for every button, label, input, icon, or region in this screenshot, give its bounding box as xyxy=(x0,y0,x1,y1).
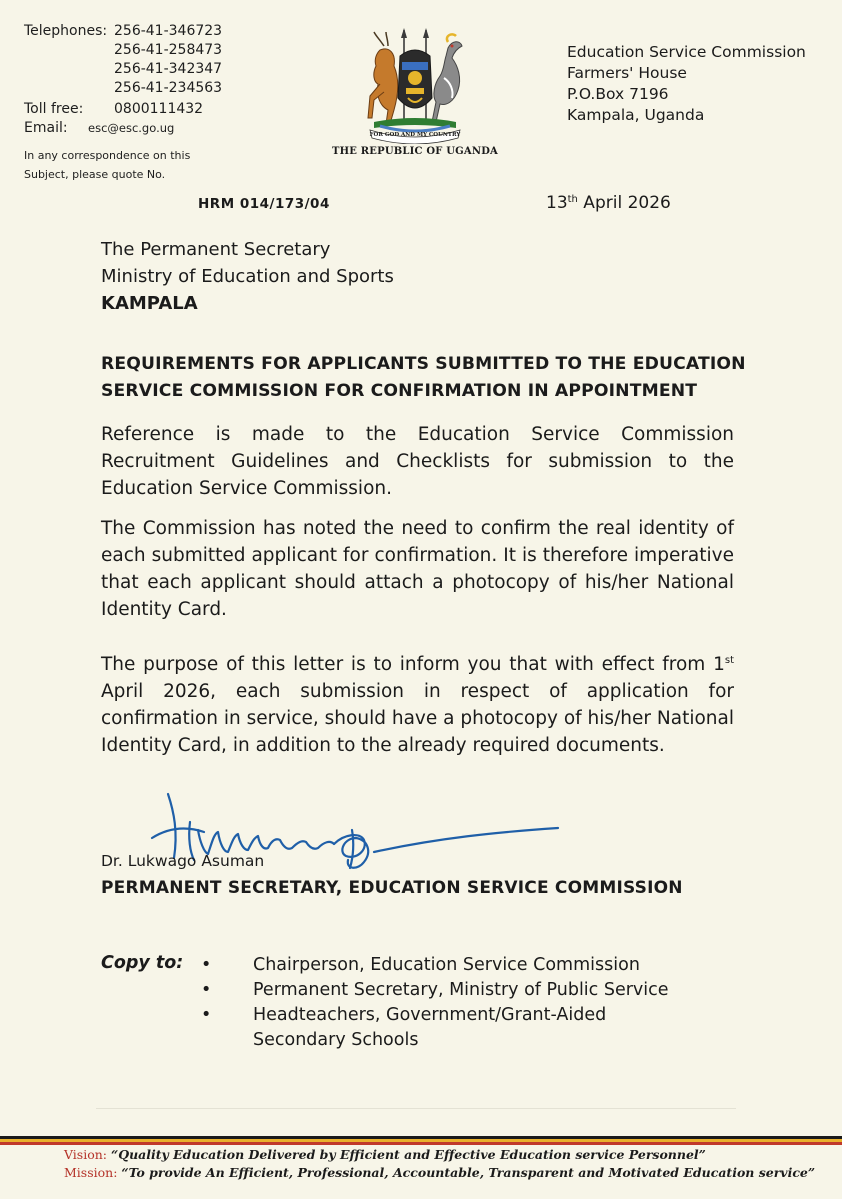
toll-free-number: 0800111432 xyxy=(114,101,204,117)
mission-line xyxy=(64,1164,815,1182)
telephone-number: 256-41-342347 xyxy=(114,61,223,77)
quote-note-line: Subject, please quote No. xyxy=(24,168,166,181)
coat-of-arms xyxy=(330,26,500,174)
republic-caption: THE REPUBLIC OF UGANDA xyxy=(331,146,499,157)
uganda-crest-icon xyxy=(340,26,490,144)
reference-number: HRM 014/173/04 xyxy=(198,196,330,212)
list-item xyxy=(201,1003,693,1053)
divider xyxy=(96,1108,736,1109)
address-line: Education Service Commission xyxy=(567,43,806,61)
recipient-line: The Permanent Secretary xyxy=(101,239,331,260)
copy-recipient: Chairperson, Education Service Commission xyxy=(253,955,640,975)
address-line: Kampala, Uganda xyxy=(567,106,705,124)
email-address: esc@esc.go.ug xyxy=(88,121,175,135)
vision-label: Vision: xyxy=(64,1147,108,1162)
telephone-number: 256-41-258473 xyxy=(114,42,223,58)
footer-vision-mission xyxy=(64,1146,815,1182)
flag-stripes xyxy=(0,1136,842,1145)
recipient-block xyxy=(101,236,394,317)
copy-to-list xyxy=(201,953,693,1053)
copy-recipient: Permanent Secretary, Ministry of Public Service xyxy=(253,980,669,1000)
vision-line xyxy=(64,1146,815,1164)
address-line: P.O.Box 7196 xyxy=(567,85,669,103)
subject-heading: REQUIREMENTS FOR APPLICANTS SUBMITTED TO THE EDUCATION SERVICE COMMISSION FOR CONFIRMATION IN APPOINTMENT xyxy=(101,354,746,401)
letter-date xyxy=(546,193,671,213)
telephone-number: 256-41-234563 xyxy=(114,80,223,96)
body-paragraph-2: The Commission has noted the need to confirm the real identity of each submitted applicant for confirmation. It is therefore imperative that each applicant should attach a photocopy of his/her National Identity Card. xyxy=(101,518,734,620)
sender-address xyxy=(567,42,806,126)
date-day: 13 xyxy=(546,193,568,213)
body-paragraph-1: Reference is made to the Education Service Commission Recruitment Guidelines and Checklists for submission to the Education Service Commission. xyxy=(101,424,734,499)
bullet-icon: • xyxy=(201,980,212,1000)
signatory-title: PERMANENT SECRETARY, EDUCATION SERVICE COMMISSION xyxy=(101,878,683,898)
crest-motto: FOR GOD AND MY COUNTRY xyxy=(369,132,461,138)
email-label: Email: xyxy=(24,120,68,136)
signatory-name: Dr. Lukwago Asuman xyxy=(101,852,265,870)
bullet-icon: • xyxy=(201,1005,212,1025)
ordinal-suffix: st xyxy=(724,655,734,666)
list-item xyxy=(201,978,693,1003)
telephone-number: 256-41-346723 xyxy=(114,23,223,39)
paragraph-text: April 2026, each submission in respect of application for confirmation in service, should have a photocopy of his/her National Identity Card, in addition to the already required documents. xyxy=(101,681,734,756)
contact-block xyxy=(24,22,222,184)
bullet-icon: • xyxy=(201,955,212,975)
toll-free-label: Toll free: xyxy=(24,101,84,117)
flag-stripe xyxy=(0,1142,842,1145)
vision-text: “Quality Education Delivered by Efficient and Effective Education service Personnel” xyxy=(111,1147,706,1162)
recipient-line: Ministry of Education and Sports xyxy=(101,266,394,287)
date-month-year: April 2026 xyxy=(577,193,671,213)
list-item xyxy=(201,953,693,978)
body-paragraph-3 xyxy=(101,647,734,759)
paragraph-text: The purpose of this letter is to inform you that with effect from 1 xyxy=(101,654,725,675)
copy-to-label: Copy to: xyxy=(101,953,184,973)
quote-note-line: In any correspondence on this xyxy=(24,149,191,162)
copy-recipient: Headteachers, Government/Grant-Aided Secondary Schools xyxy=(253,1005,607,1050)
mission-label: Mission: xyxy=(64,1165,118,1180)
telephones-label: Telephones: xyxy=(24,23,108,39)
mission-text: “To provide An Efficient, Professional, Accountable, Transparent and Motivated Education service” xyxy=(121,1165,816,1180)
quote-note xyxy=(24,146,222,184)
date-suffix: th xyxy=(567,194,578,205)
address-line: Farmers' House xyxy=(567,64,687,82)
recipient-city: KAMPALA xyxy=(101,293,198,314)
